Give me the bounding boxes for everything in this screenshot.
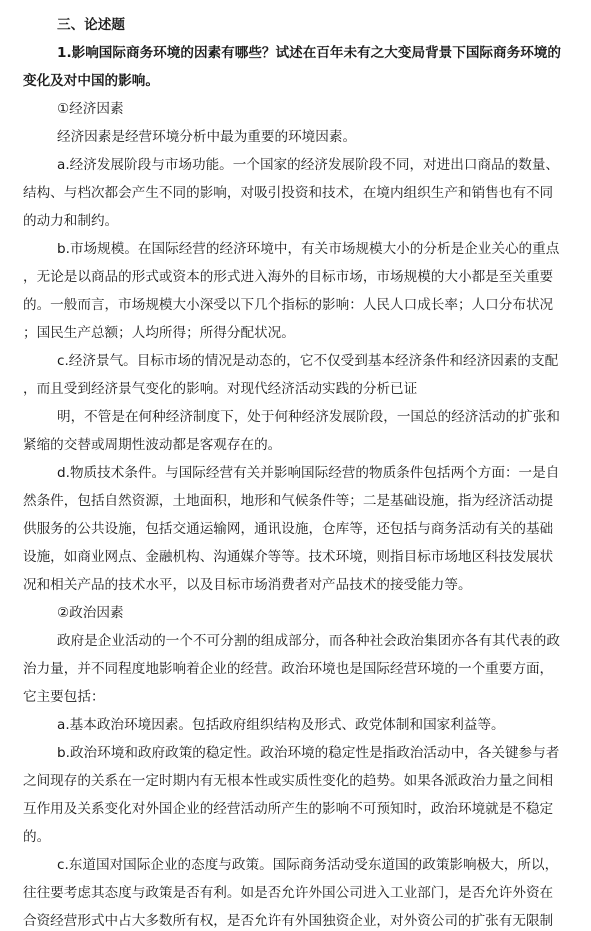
paragraph-line: a.基本政治环境因素。包括政府组织结构及形式、政党体制和国家利益等。 bbox=[57, 717, 505, 733]
paragraph-line: 的。 bbox=[23, 829, 51, 845]
paragraph-line: ；国民生产总额；人均所得；所得分配状况。 bbox=[23, 325, 295, 341]
paragraph-line: c.经济景气。目标市场的情况是动态的，它不仅受到基本经济条件和经济因素的支配 bbox=[57, 353, 559, 369]
paragraph-line: 况和相关产品的技术水平，以及目标市场消费者对产品技术的接受能力等。 bbox=[23, 577, 472, 593]
paragraph-line: b.市场规模。在国际经营的经济环境中，有关市场规模大小的分析是企业关心的重点 bbox=[57, 241, 560, 257]
paragraph-line: 明，不管是在何种经济制度下，处于何种经济发展阶段，一国总的经济活动的扩张和 bbox=[57, 409, 560, 425]
paragraph-line: 经济因素是经营环境分析中最为重要的环境因素。 bbox=[57, 129, 357, 145]
question-title-line: 变化及对中国的影响。 bbox=[23, 73, 159, 89]
paragraph-line: 设施，如商业网点、金融机构、沟通媒介等等。技术环境，则指目标市场地区科技发展状 bbox=[23, 549, 554, 565]
subsection-heading: ①经济因素 bbox=[57, 101, 124, 117]
paragraph-line: 供服务的公共设施，包括交通运输网，通讯设施，仓库等，还包括与商务活动有关的基础 bbox=[23, 521, 554, 537]
subsection-heading: ②政治因素 bbox=[57, 605, 124, 621]
paragraph-line: b.政治环境和政府政策的稳定性。政治环境的稳定性是指政治活动中，各关键参与者 bbox=[57, 745, 560, 761]
paragraph-line: a.经济发展阶段与市场功能。一个国家的经济发展阶段不同，对进出口商品的数量、 bbox=[57, 157, 560, 173]
paragraph-line: 的动力和制约。 bbox=[23, 213, 119, 229]
paragraph-line: 往往要考虑其态度与政策是否有利。如是否允许外国公司进入工业部门，是否允许外资在 bbox=[23, 885, 554, 901]
section-heading: 三、论述题 bbox=[57, 17, 125, 33]
paragraph-line: 互作用及关系变化对外国企业的经营活动所产生的影响不可预知时，政治环境就是不稳定 bbox=[23, 801, 554, 817]
paragraph-line: c.东道国对国际企业的态度与政策。国际商务活动受东道国的政策影响极大，所以， bbox=[57, 857, 559, 873]
paragraph-line: 之间现存的关系在一定时期内有无根本性或实质性变化的趋势。如果各派政治力量之间相 bbox=[23, 773, 554, 789]
paragraph-line: 它主要包括： bbox=[23, 689, 105, 705]
paragraph-line: 政府是企业活动的一个不可分割的组成部分，而各种社会政治集团亦各有其代表的政 bbox=[57, 633, 560, 649]
paragraph-line: d.物质技术条件。与国际经营有关并影响国际经营的物质条件包括两个方面：一是自 bbox=[57, 465, 560, 481]
paragraph-line: 的。一般而言，市场规模大小深受以下几个指标的影响：人民人口成长率；人口分布状况 bbox=[23, 297, 554, 313]
paragraph-line: 合资经营形式中占大多数所有权，是否允许有外国独资企业，对外资公司的扩张有无限制 bbox=[23, 913, 554, 929]
paragraph-line: ，而且受到经济景气变化的影响。对现代经济活动实践的分析已证 bbox=[23, 381, 418, 397]
paragraph-line: 然条件，包括自然资源，土地面积，地形和气候条件等；二是基础设施，指为经济活动提 bbox=[23, 493, 554, 509]
question-title-line: 1.影响国际商务环境的因素有哪些？试述在百年未有之大变局背景下国际商务环境的 bbox=[57, 45, 561, 61]
paragraph-line: 紧缩的交替或周期性波动都是客观存在的。 bbox=[23, 437, 282, 453]
paragraph-line: 治力量，并不同程度地影响着企业的经营。政治环境也是国际经营环境的一个重要方面， bbox=[23, 661, 554, 677]
paragraph-line: ，无论是以商品的形式或资本的形式进入海外的目标市场，市场规模的大小都是至关重要 bbox=[23, 269, 554, 285]
paragraph-line: 结构、与档次都会产生不同的影响，对吸引投资和技术，在境内组织生产和销售也有不同 bbox=[23, 185, 554, 201]
